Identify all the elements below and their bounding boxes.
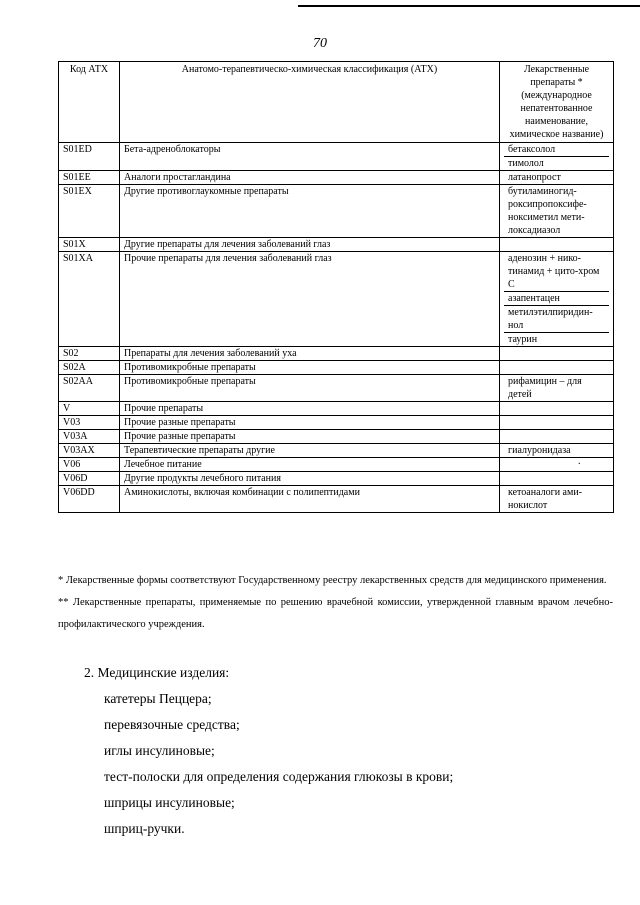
drug-entry xyxy=(504,430,609,443)
classification-cell: Другие противоглаукомные препараты xyxy=(120,185,500,238)
classification-cell: Прочие разные препараты xyxy=(120,416,500,430)
drug-entry: азапентацен xyxy=(504,292,609,306)
atc-code-cell: S01ED xyxy=(59,143,120,171)
drug-entry: · xyxy=(577,459,581,470)
drugs-cell xyxy=(500,347,614,361)
drug-entry: метилэтилпиридин-нол xyxy=(504,306,609,333)
header-classification: Анатомо-терапевтическо-химическая классификация (АТХ) xyxy=(120,62,500,143)
drug-entry: таурин xyxy=(508,334,538,345)
table-header-row xyxy=(59,62,614,143)
drugs-cell xyxy=(500,361,614,375)
top-rule xyxy=(298,5,640,7)
drug-entry: рифамицин – для детей xyxy=(508,376,582,400)
classification-cell: Бета-адреноблокаторы xyxy=(120,143,500,171)
drugs-cell xyxy=(500,143,614,171)
drug-entry: бетаксолол xyxy=(504,143,609,157)
table-row xyxy=(59,444,614,458)
atc-code-cell: V xyxy=(59,402,120,416)
classification-cell: Лечебное питание xyxy=(120,458,500,472)
medical-devices-section xyxy=(84,660,604,842)
drugs-cell xyxy=(500,171,614,185)
classification-cell: Прочие разные препараты xyxy=(120,430,500,444)
table-row xyxy=(59,402,614,416)
classification-cell: Аминокислоты, включая комбинации с полипептидами xyxy=(120,486,500,513)
atc-code-cell: S02A xyxy=(59,361,120,375)
footnote-single-asterisk: * Лекарственные формы соответствуют Государственному реестру лекарственных средств для медицинского применения. xyxy=(58,575,607,586)
drug-entry: кетоаналоги ами-нокислот xyxy=(508,487,582,511)
atc-code-cell: V03A xyxy=(59,430,120,444)
drug-entry xyxy=(504,238,609,251)
footnote-double-asterisk: ** Лекарственные препараты, применяемые по решению врачебной комиссии, утвержденной главным врачом лечебно-профилактического учреждения. xyxy=(58,597,613,630)
atc-code-cell: S01XA xyxy=(59,252,120,347)
drugs-cell xyxy=(500,430,614,444)
list-item: катетеры Пеццера; xyxy=(104,691,212,706)
list-item: тест-полоски для определения содержания глюкозы в крови; xyxy=(104,769,454,784)
drug-entry xyxy=(504,416,609,429)
atc-code-cell: V06 xyxy=(59,458,120,472)
classification-cell: Другие препараты для лечения заболеваний глаз xyxy=(120,238,500,252)
atc-code-cell: S01EE xyxy=(59,171,120,185)
section-heading: 2. Медицинские изделия: xyxy=(84,665,230,680)
drugs-cell xyxy=(500,402,614,416)
classification-cell: Противомикробные препараты xyxy=(120,375,500,402)
table-row xyxy=(59,143,614,171)
atc-code-cell: S02 xyxy=(59,347,120,361)
list-item: шприц-ручки. xyxy=(104,821,185,836)
list-item: иглы инсулиновые; xyxy=(104,743,215,758)
table-row xyxy=(59,458,614,472)
drug-entry: тимолол xyxy=(508,158,544,169)
table-row xyxy=(59,238,614,252)
atc-code-cell: S02AA xyxy=(59,375,120,402)
drug-entry: аденозин + нико-тинамид + цито-хром С xyxy=(504,252,609,292)
drug-entry xyxy=(504,402,609,415)
table-row xyxy=(59,486,614,513)
drugs-cell xyxy=(500,185,614,238)
table-row xyxy=(59,171,614,185)
classification-cell: Аналоги простагландина xyxy=(120,171,500,185)
page-number: 70 xyxy=(313,36,327,51)
drugs-cell xyxy=(500,444,614,458)
atc-table xyxy=(58,61,614,513)
medical-devices-list xyxy=(84,686,604,842)
atc-code-cell: V03 xyxy=(59,416,120,430)
footnotes xyxy=(58,570,613,636)
drug-entry: латанопрост xyxy=(508,172,561,183)
classification-cell: Противомикробные препараты xyxy=(120,361,500,375)
table-row xyxy=(59,375,614,402)
table-row xyxy=(59,185,614,238)
classification-cell: Терапевтические препараты другие xyxy=(120,444,500,458)
drug-entry xyxy=(504,347,609,360)
drug-entry xyxy=(504,472,609,485)
drugs-cell xyxy=(500,458,614,472)
drug-entry: гиалуронидаза xyxy=(508,445,571,456)
table-row xyxy=(59,430,614,444)
atc-code-cell: V03AX xyxy=(59,444,120,458)
atc-table-body xyxy=(59,143,614,513)
table-row xyxy=(59,361,614,375)
atc-code-cell: V06DD xyxy=(59,486,120,513)
list-item: шприцы инсулиновые; xyxy=(104,795,235,810)
atc-code-cell: V06D xyxy=(59,472,120,486)
drug-entry: бутиламиногид-роксипропоксифе-ноксиметил мети-локсадиазол xyxy=(508,186,587,236)
header-code: Код АТХ xyxy=(59,62,120,143)
atc-code-cell: S01EX xyxy=(59,185,120,238)
table-row xyxy=(59,252,614,347)
classification-cell: Другие продукты лечебного питания xyxy=(120,472,500,486)
table-row xyxy=(59,347,614,361)
table-row xyxy=(59,416,614,430)
drugs-cell xyxy=(500,375,614,402)
drugs-cell xyxy=(500,416,614,430)
atc-code-cell: S01X xyxy=(59,238,120,252)
drug-entry xyxy=(504,361,609,374)
table-row xyxy=(59,472,614,486)
classification-cell: Прочие препараты для лечения заболеваний глаз xyxy=(120,252,500,347)
drugs-cell xyxy=(500,486,614,513)
drugs-cell xyxy=(500,472,614,486)
drugs-cell xyxy=(500,238,614,252)
classification-cell: Препараты для лечения заболеваний уха xyxy=(120,347,500,361)
header-drugs: Лекарственные препараты * (международное непатентованное наименование, химическое название) xyxy=(500,62,614,143)
list-item: перевязочные средства; xyxy=(104,717,240,732)
drugs-cell xyxy=(500,252,614,347)
classification-cell: Прочие препараты xyxy=(120,402,500,416)
